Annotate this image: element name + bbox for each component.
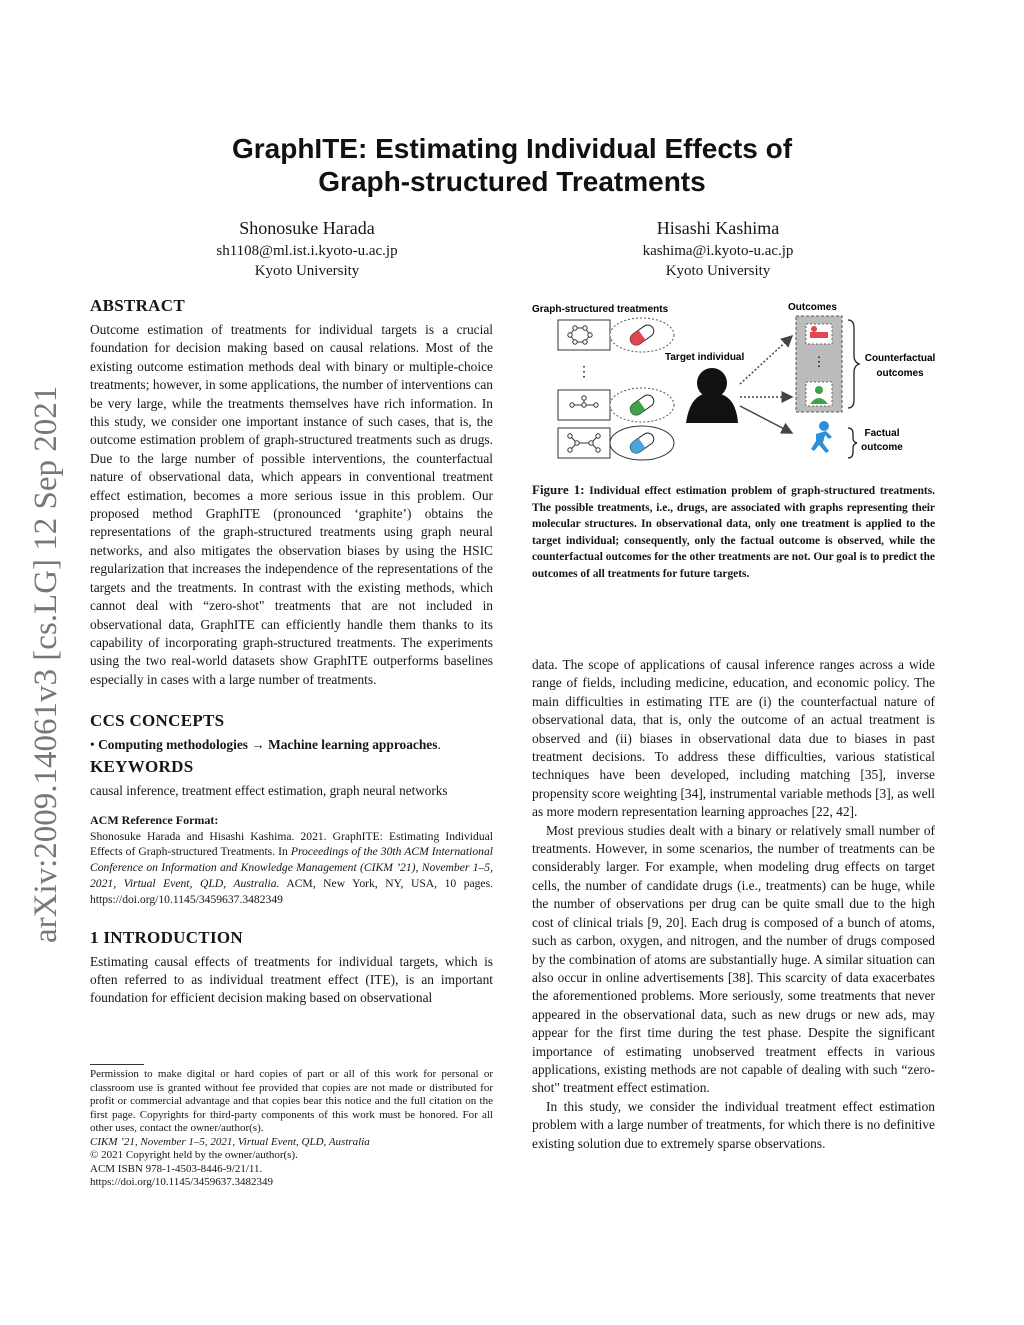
- running-person-icon: [811, 421, 832, 453]
- label-treatments: Graph-structured treatments: [532, 304, 669, 315]
- footnote: [90, 1064, 493, 1190]
- footnote-conference: CIKM ’21, November 1–5, 2021, Virtual Event, QLD, Australia: [90, 1135, 370, 1148]
- abstract-text: Outcome estimation of treatments for individual targets is a crucial foundation for decision making based on causal relations. Most of the existing outcome estimation methods deal with binary or multiple-choice treatments; however, in some applications, the number of interventions can be very large, while the treatments themselves have rich information. In this study, we consider one important instance of such cases, that is, the outcome estimation problem of graph-structured treatments such as drugs. Due to the large number of possible interventions, the counterfactual nature of observational data, which appears in conventional treatment effect estimation, becomes a more serious issue in this problem. Our proposed method GraphITE (pronounced ‘graphite’) obtains the representations of the graph-structured treatments using graph neural networks, and also mitigates the observation biases by using the HSIC regularization that increases the independence of the representations of the targets and the treatments. In contrast with the existing methods, which cannot deal with “zero-shot" treatments that are not included in observational data, GraphITE can efficiently handle them thanks to its capability of incorporating graph-structured treatments. The experiments using the two real-world datasets show GraphITE outperforms baselines especially in cases with a large number of treatments.: [90, 322, 493, 687]
- author-email: sh1108@ml.ist.i.kyoto-u.ac.jp: [216, 243, 398, 259]
- footnote-doi: https://doi.org/10.1145/3459637.3482349: [90, 1176, 274, 1188]
- caption-text: Individual effect estimation problem of graph-structured treatments. The possible treatments, i.e., drugs, are associated with graphs representing their molecular structures. In observational data, only one treatment is applied to the target individual; consequently, only the factual outcome is observed, while the counterfactual outcomes for the other treatments are not. Our goal is to predict the outcomes of all treatments for future targets.: [532, 485, 936, 580]
- author-block-2: [568, 218, 868, 281]
- label-counterfactual-1: Counterfactual: [864, 353, 936, 364]
- figure-caption: [532, 482, 935, 583]
- footnote-permission: Permission to make digital or hard copies of part or all of this work for personal or classroom use is granted without fee provided that copies are not made or distributed for profit or commercial advantage and that copies bear this notice and the full citation on the first page. Copyrights for third-party components of this work must be honored. For all other uses, contact the owner/author(s).: [90, 1068, 493, 1134]
- arrow-counterfactual-1: [740, 336, 792, 384]
- right-paragraph-1: data. The scope of applications of causal inference ranges across a wide range of fields, including medicine, education, and economic policy. The main difficulties in estimating ITE are (i) the counterfactual nature of observational data, that is, only the outcome of an actual treatment is observed and (ii) biases in observational data due to biases in past treatment decisions. To address these difficulties, various statistical techniques have been developed, including matching [35], inverse propensity score weighting [34], instrumental variable methods [3], as well as more modern representation learning approaches [22, 42].: [532, 657, 935, 820]
- figure-1-diagram: [530, 298, 940, 470]
- footnote-copyright: © 2021 Copyright held by the owner/author(s).: [90, 1149, 298, 1161]
- caption-label: Figure 1:: [532, 482, 585, 497]
- right-paragraph-3: In this study, we consider the individual treatment effect estimation problem with a large number of treatments, for which there is no definitive existing solution due to extremely sparse observations.: [532, 1098, 935, 1151]
- author-name: Hisashi Kashima: [656, 218, 780, 238]
- author-affiliation: Kyoto University: [254, 263, 360, 279]
- footnote-rule: [90, 1064, 144, 1065]
- paper-title: [150, 132, 874, 198]
- ccs-concepts: [90, 736, 493, 754]
- acm-ref-text: [90, 829, 493, 908]
- label-factual-1: Factual: [864, 428, 900, 439]
- right-paragraph-2: Most previous studies dealt with a binary or relatively small number of treatments. However, in some scenarios, the number of treatments can be considerably larger. For example, when modeling drug effects on target cells, the number of candidate drugs (i.e., treatments) can be huge, while the number of observations per drug can be quite small due to the high cost of clinical trials [9, 20]. Each drug is composed of a bunch of atoms, such as carbon, oxygen, and nitrogen, and the number of drugs composed by the combination of atoms are substantially huge. A similar situation can also occur in online advertisements [38]. This scarcity of data exacerbates the aforementioned problems. More seriously, some treatments that never appeared in the observational data, such as new drugs or new ads, may appear for the first time during the test phase. Despite the significant importance of estimating unobserved treatment effects in various applications, existing methods are not capable of dealing with such “zero-shot" treatment effect estimation.: [532, 822, 935, 1096]
- brace-factual: [848, 428, 857, 458]
- keywords-heading: KEYWORDS: [90, 756, 194, 776]
- acm-ref-part-2: ACM, New York, NY, USA, 10 pages. https://doi.org/10.1145/3459637.3482349: [90, 876, 493, 906]
- author-name: Shonosuke Harada: [239, 218, 375, 238]
- author-affiliation: Kyoto University: [665, 263, 771, 279]
- arxiv-stamp: [8, 355, 78, 945]
- label-target-individual: Target individual: [665, 352, 745, 363]
- dots-outcomes: ⋮: [812, 354, 826, 369]
- ccs-heading: CCS CONCEPTS: [90, 711, 225, 731]
- author-block-1: [157, 218, 457, 281]
- title-line-1: GraphITE: Estimating Individual Effects of: [231, 133, 793, 164]
- footnote-isbn: ACM ISBN 978-1-4503-8446-9/21/11.: [90, 1162, 263, 1175]
- arxiv-stamp-svg: [8, 355, 78, 945]
- dots-treatments: ⋮: [577, 365, 591, 380]
- label-counterfactual-2: outcomes: [876, 368, 924, 379]
- acm-ref-venue: Proceedings of the 30th ACM International Conference on Information and Knowledge Management (CIKM ’21), November 1–5, 2021, Virtual Event, QLD, Australia.: [90, 845, 493, 890]
- intro-paragraph-1: Estimating causal effects of treatments for individual targets, which is often referred to as individual treatment effect (ITE), is an important foundation for efficient decision making based on observational: [90, 953, 493, 1006]
- ccs-arrow: →: [251, 737, 265, 753]
- graph-box-1: [558, 320, 610, 350]
- sick-person-icon: [806, 382, 832, 406]
- brace-counterfactual: [848, 320, 859, 408]
- intro-heading: 1 INTRODUCTION: [90, 927, 243, 947]
- abstract-heading: ABSTRACT: [90, 296, 185, 315]
- label-factual-2: outcome: [861, 442, 903, 453]
- bed-icon: [806, 324, 832, 344]
- ccs-bullet: •: [90, 737, 95, 753]
- ccs-item-2: Machine learning approaches: [268, 737, 438, 753]
- keywords-text: causal inference, treatment effect estimation, graph neural networks: [90, 782, 448, 798]
- title-line-2: Graph-structured Treatments: [318, 166, 706, 197]
- arxiv-stamp-text: arXiv:2009.14061v3 [cs.LG] 12 Sep 2021: [28, 385, 64, 943]
- acm-ref-part-1: Shonosuke Harada and Hisashi Kashima. 2021. GraphITE: Estimating Individual Effects of Graph-structured Treatments. In: [90, 829, 493, 859]
- arrow-factual: [740, 406, 792, 433]
- left-column: [90, 296, 493, 1008]
- person-silhouette-icon: [686, 368, 738, 423]
- figure-1: [530, 298, 940, 470]
- ccs-item-1: Computing methodologies: [98, 737, 248, 753]
- label-outcomes: Outcomes: [788, 302, 837, 313]
- ccs-end: .: [437, 737, 441, 753]
- right-column-text: [532, 656, 935, 1153]
- acm-ref-heading: ACM Reference Format:: [90, 812, 219, 827]
- author-email: kashima@i.kyoto-u.ac.jp: [642, 243, 794, 259]
